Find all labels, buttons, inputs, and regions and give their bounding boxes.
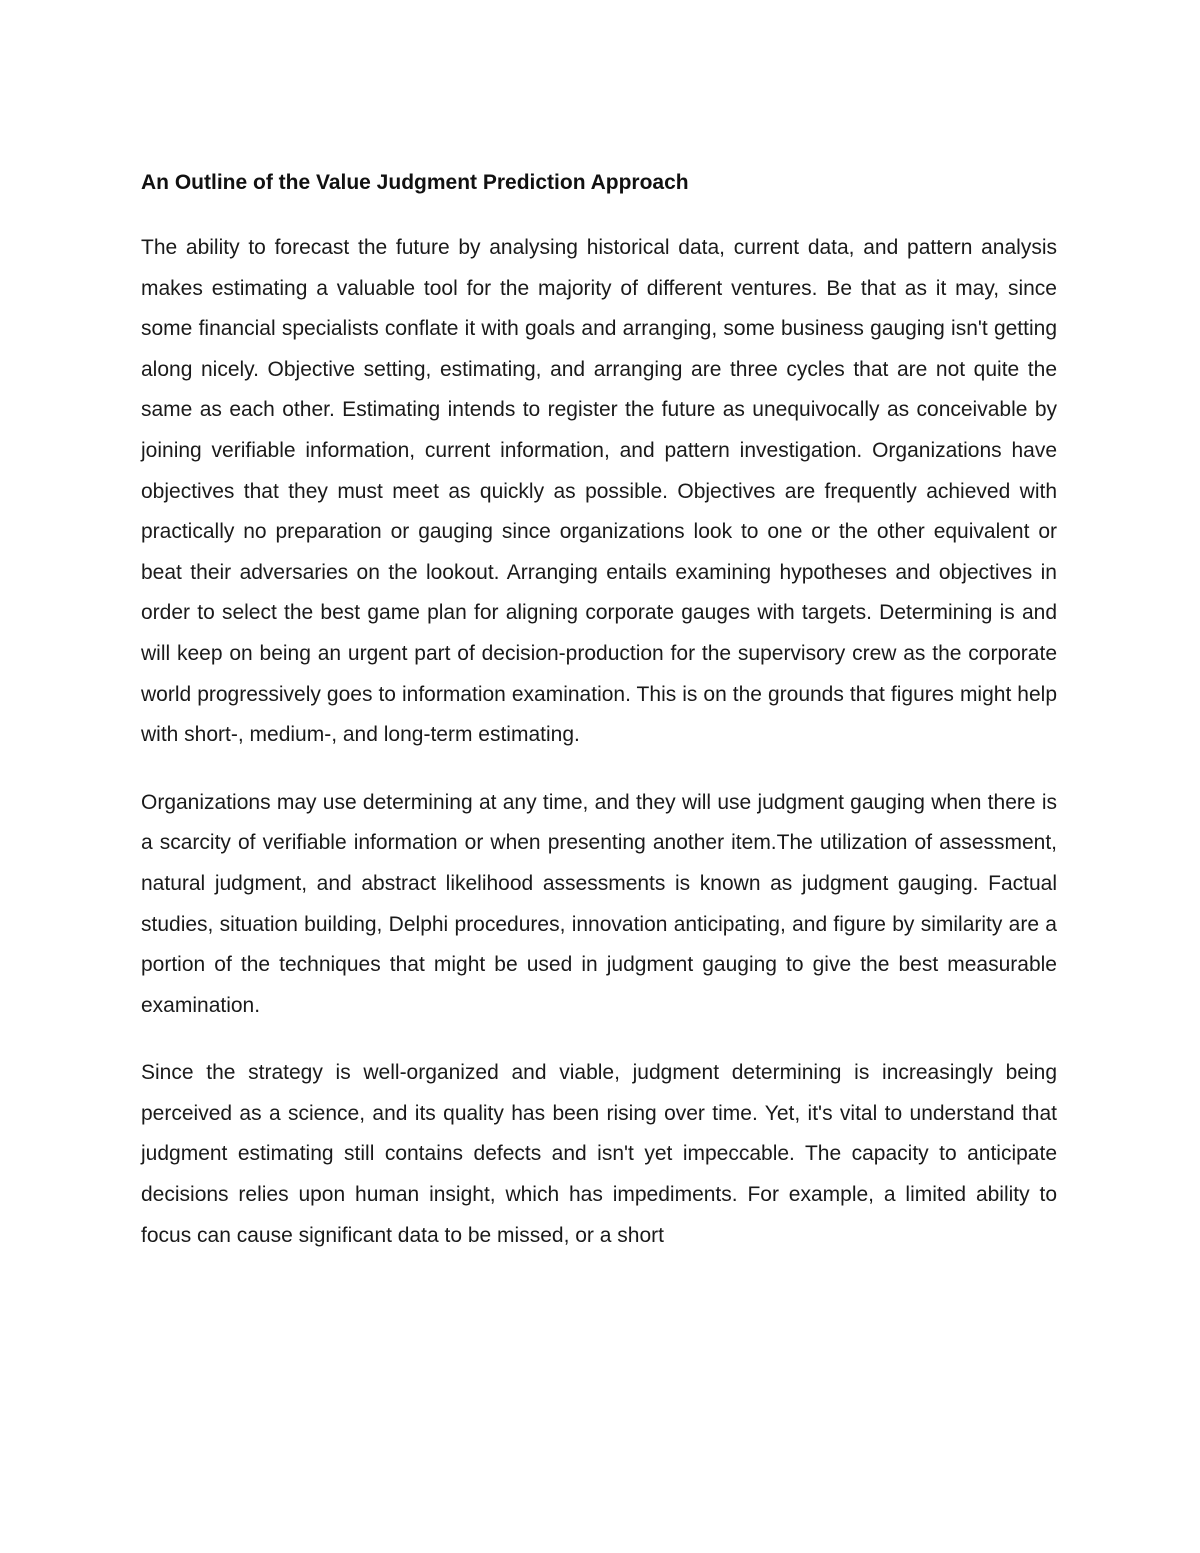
paragraph: Since the strategy is well-organized and viable, judgment determining is increasingly being perceived as a science, and its quality has been rising over time. Yet, it's vital to understand that judgment estimating still contains defects and isn't yet impeccable. The capacity to anticipate decisions relies upon human insight, which has impediments. For example, a limited ability to focus can cause significant data to be missed, or a short <box>141 1061 1057 1247</box>
paragraph: The ability to forecast the future by analysing historical data, current data, and pattern analysis makes estimating a valuable tool for the majority of different ventures. Be that as it may, since some financial specialists conflate it with goals and arranging, some business gauging isn't getting along nicely. Objective setting, estimating, and arranging are three cycles that are not quite the same as each other. Estimating intends to register the future as unequivocally as conceivable by joining verifiable information, current information, and pattern investigation. Organizations have objectives that they must meet as quickly as possible. Objectives are frequently achieved with practically no preparation or gauging since organizations look to one or the other equivalent or beat their adversaries on the lookout. Arranging entails examining hypotheses and objectives in order to select the best game plan for aligning corporate gauges with targets. Determining is and will keep on being an urgent part of decision-production for the supervisory crew as the corporate world progressively goes to information examination. This is on the grounds that figures might help with short-, medium-, and long-term estimating. <box>141 236 1057 747</box>
document-title: An Outline of the Value Judgment Prediction Approach <box>141 171 689 194</box>
document-body <box>141 164 1057 1283</box>
paragraph: Organizations may use determining at any time, and they will use judgment gauging when there is a scarcity of verifiable information or when presenting another item.The utilization of assessment, natural judgment, and abstract likelihood assessments is known as judgment gauging. Factual studies, situation building, Delphi procedures, innovation anticipating, and figure by similarity are a portion of the techniques that might be used in judgment gauging to give the best measurable examination. <box>141 790 1057 1017</box>
